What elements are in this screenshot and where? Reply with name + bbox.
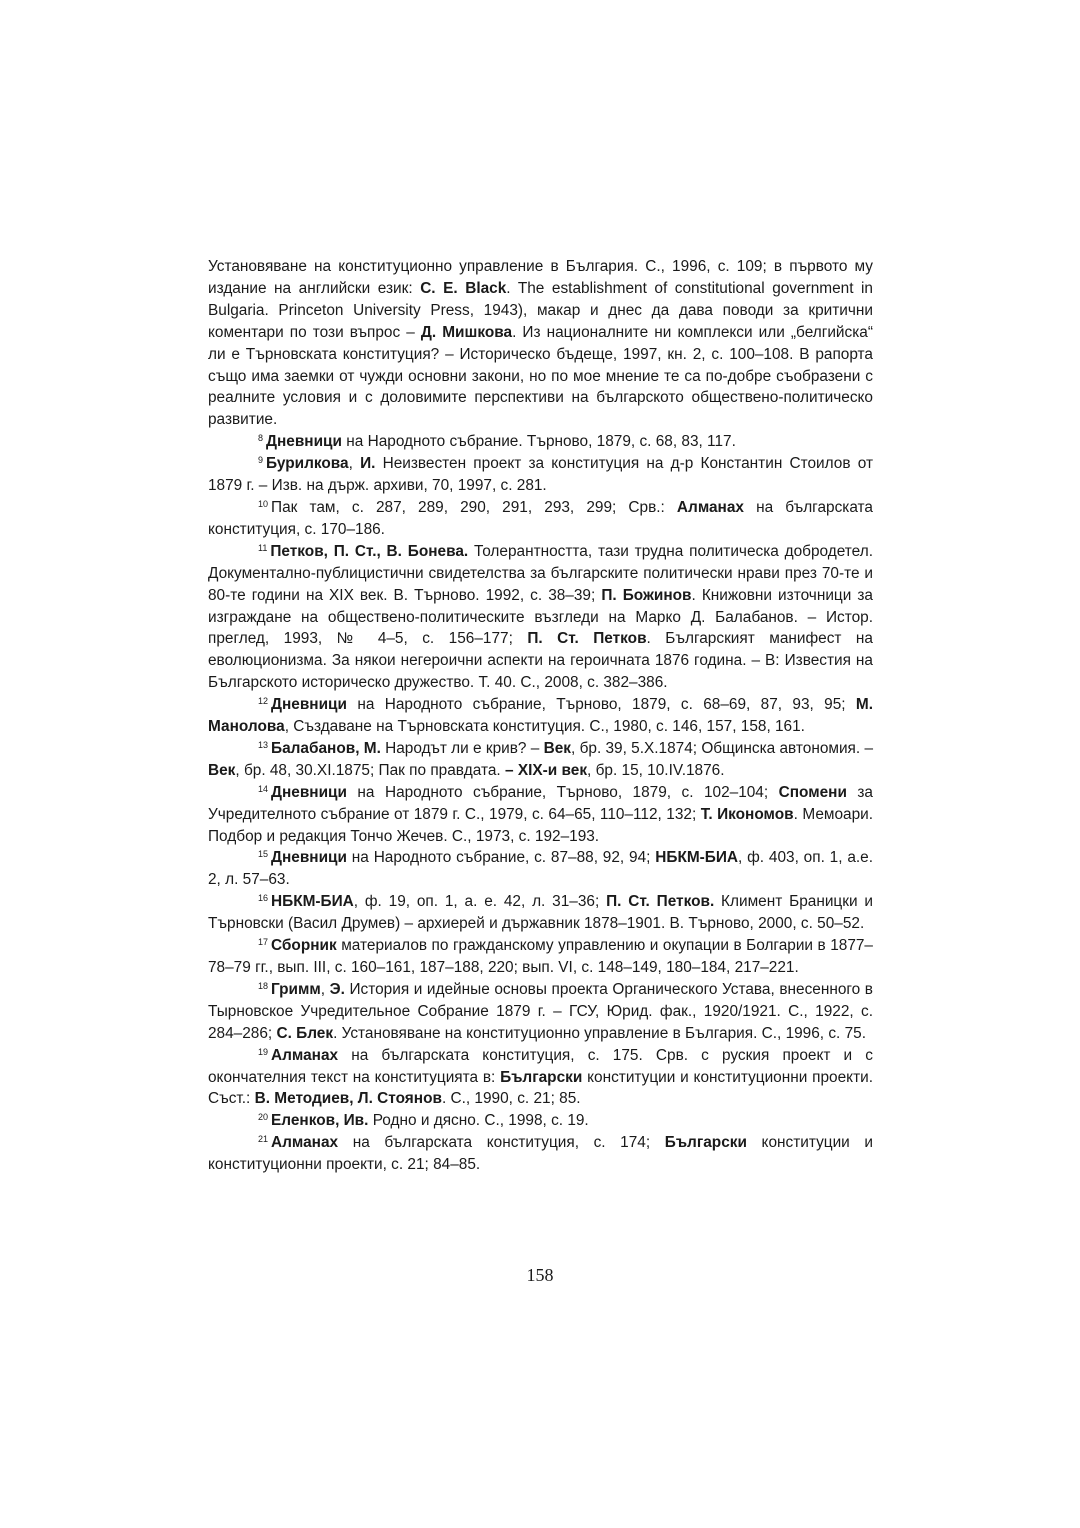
- bold-reference: Гримм: [271, 980, 321, 998]
- text-run: на българската конституция, с. 175. Срв. с руския проект и с окончателния текст на конституцията в:: [208, 1046, 873, 1086]
- footnote-17: [208, 935, 873, 979]
- text-run: , ф. 403, оп. 1, а.е. 2, л. 57–63.: [208, 849, 874, 889]
- text-run: материалов по гражданскому управлению и окупации в Болгарии в 1877–78–79 гг., вып. III, с. 160–161, 187–188, 220; вып. VI, с. 148–149, 180–184, 217–221.: [208, 937, 873, 976]
- footnote-number: 12: [258, 696, 269, 707]
- footnote-number: 17: [258, 937, 269, 948]
- footnote-8: [208, 431, 873, 453]
- bold-reference: Т. Икономов: [700, 805, 794, 823]
- text-run: на Народното събрание. Търново, 1879, с. 68, 83, 117.: [341, 433, 736, 451]
- text-run: на българската конституция, с. 170–186.: [208, 498, 873, 538]
- bold-reference: Д. Мишкова: [420, 323, 513, 341]
- bold-reference: C. E. Black: [420, 279, 507, 297]
- text-run: на Народното събрание, с. 87–88, 92, 94;: [346, 849, 656, 867]
- bold-reference: П. Ст. Петков.: [606, 893, 715, 911]
- text-run: конституции и конституционни проекти, с. 21; 84–85.: [208, 1134, 873, 1174]
- footnote-number: 9: [258, 455, 264, 466]
- footnote-number: 8: [258, 433, 264, 444]
- footnote-number: 19: [258, 1046, 269, 1057]
- text-run: на Народното събрание, Търново, 1879, с. 68–69, 87, 93, 95;: [346, 696, 856, 714]
- text-run: на Народното събрание, Търново, 1879, с. 102–104;: [346, 783, 779, 801]
- bold-reference: М. Манолова: [208, 696, 873, 736]
- bold-reference: С. Блек: [276, 1024, 334, 1042]
- bold-reference: Дневници: [271, 696, 347, 714]
- bold-reference: И.: [360, 455, 376, 473]
- text-run: Родно и дясно. С., 1998, с. 19.: [368, 1112, 589, 1130]
- text-run: . Мемоари. Подбор и редакция Тончо Жечев. С., 1973, с. 192–193.: [208, 805, 874, 845]
- text-run: . Българският манифест на еволюционизма. За някои негероични аспекти на героичната 1876 година. – В: Известия на Българското историческо дружество. Т. 40. С., 2008, с. 382–386.: [208, 630, 873, 692]
- page-number: 158: [526, 1265, 554, 1285]
- footnotes-text-block: [208, 256, 873, 1176]
- footnote-number: 10: [258, 498, 269, 509]
- footnote-11: [208, 541, 873, 694]
- text-run: ,: [348, 455, 361, 473]
- footnote-number: 11: [258, 542, 268, 553]
- footnote-number: 21: [258, 1134, 269, 1145]
- bold-reference: Петков, П. Ст., В. Бонева.: [270, 542, 469, 560]
- footnote-21: [208, 1132, 873, 1176]
- text-run: Народът ли е крив? –: [380, 739, 544, 757]
- bold-reference: Алманах: [271, 1134, 339, 1152]
- text-run: , бр. 39, 5.X.1874; Общинска автономия. –: [571, 739, 874, 757]
- footnote-13: [208, 738, 873, 782]
- text-run: . Установяване на конституционно управление в България. С., 1996, с. 75.: [333, 1024, 866, 1042]
- text-run: Неизвестен проект за конституция на д-р Константин Стоилов от 1879 г. – Изв. на държ. архиви, 70, 1997, с. 281.: [208, 455, 873, 495]
- bold-reference: Спомени: [778, 783, 847, 801]
- text-run: Пак там, с. 287, 289, 290, 291, 293, 299; Срв.:: [271, 498, 677, 516]
- text-run: за Учредителното събрание от 1879 г. С., 1979, с. 64–65, 110–112, 132;: [208, 783, 873, 823]
- text-run: . Книжовни източници за изграждане на обществено-политическите възгледи на Марко Д. Балабанов. – Истор. преглед, 1993, № 4–5, с. 156–177;: [208, 586, 873, 648]
- text-run: Толерантността, тази трудна политическа добродетел. Документално-публицистични свидетелства за българските политически нрави през 70-те и 80-те години на XIX век. В. Търново. 1992, с. 38–39;: [208, 542, 873, 604]
- bold-reference: П. Божинов: [601, 586, 692, 604]
- footnote-number: 14: [258, 783, 269, 794]
- bold-reference: Век: [543, 739, 572, 757]
- bold-reference: Век: [208, 761, 236, 779]
- bold-reference: Э.: [329, 980, 345, 998]
- text-run: , Създаване на Търновската конституция. С., 1980, с. 146, 157, 158, 161.: [284, 718, 805, 736]
- text-run: Климент Браницки и Търновски (Васил Друмев) – архиерей и държавник 1878–1901. В. Търново, 2000, с. 50–52.: [208, 893, 874, 933]
- text-run: . С., 1990, с. 21; 85.: [441, 1090, 581, 1108]
- bold-reference: Сборник: [271, 937, 337, 955]
- bold-reference: Дневници: [266, 433, 342, 451]
- bold-reference: Алманах: [676, 498, 744, 516]
- bold-reference: Дневници: [271, 849, 347, 867]
- bold-reference: – XIX-и век: [505, 761, 588, 779]
- text-run: конституции и конституционни проекти. Съст.:: [208, 1068, 873, 1108]
- footnote-16: [208, 891, 873, 935]
- text-run: на българската конституция, с. 174;: [338, 1134, 665, 1152]
- footnote-10: [208, 497, 873, 541]
- text-run: . The establishment of constitutional government in Bulgaria. Princeton University Press, 1943), макар и днес да дава поводи за критични коментари по този въпрос –: [208, 279, 873, 341]
- bold-reference: Алманах: [271, 1046, 339, 1064]
- footnote-20: [208, 1110, 873, 1132]
- bold-reference: В. Методиев, Л. Стоянов: [254, 1090, 442, 1108]
- bold-reference: Български: [664, 1134, 747, 1152]
- text-run: Установяване на конституционно управление в България. С., 1996, с. 109; в първото му издание на английски език:: [208, 258, 873, 297]
- footnote-number: 13: [258, 739, 269, 750]
- text-run: . Из националните ни комплекси или „белгийска“ ли е Търновската конституция? – Историческо бъдеще, 1997, кн. 2, с. 100–108. В рапорта също има заемки от чужди основни закони, но по мое мнение те са по-добре съобразени с реалните условия и с доловимите перспективи на българското обществено-политическо развитие.: [208, 323, 873, 429]
- footnote-18: [208, 979, 873, 1045]
- text-run: История и идейные основы проекта Органического Устава, внесенного в Тырновское Учредительное Собрание 1879 г. – ГСУ, Юрид. фак., 1920/1921. С., 1922, с. 284–286;: [208, 980, 873, 1042]
- text-run: , бр. 15, 10.IV.1876.: [587, 761, 725, 779]
- footnote-9: [208, 453, 873, 497]
- footnote-12: [208, 694, 873, 738]
- footnote-19: [208, 1045, 873, 1111]
- footnote-continuation-paragraph: [208, 256, 873, 431]
- footnotes-list: [208, 431, 873, 1176]
- bold-reference: П. Ст. Петков: [527, 630, 647, 648]
- bold-reference: Еленков, Ив.: [271, 1112, 369, 1130]
- text-run: , ф. 19, оп. 1, а. е. 42, л. 31–36;: [353, 893, 607, 911]
- footnote-number: 18: [258, 980, 269, 991]
- footnote-number: 16: [258, 893, 269, 904]
- bold-reference: Дневници: [271, 783, 347, 801]
- text-run: ,: [320, 980, 330, 998]
- footnote-number: 20: [258, 1112, 269, 1123]
- footnote-14: [208, 782, 873, 848]
- bold-reference: Балабанов, М.: [271, 739, 381, 757]
- bold-reference: Български: [500, 1068, 583, 1086]
- bold-reference: Бурилкова: [266, 455, 349, 473]
- bold-reference: НБКМ-БИА: [655, 849, 739, 867]
- bold-reference: НБКМ-БИА: [271, 893, 354, 911]
- text-run: , бр. 48, 30.XI.1875; Пак по правдата.: [235, 761, 505, 779]
- footnote-15: [208, 847, 873, 891]
- footnote-number: 15: [258, 849, 269, 860]
